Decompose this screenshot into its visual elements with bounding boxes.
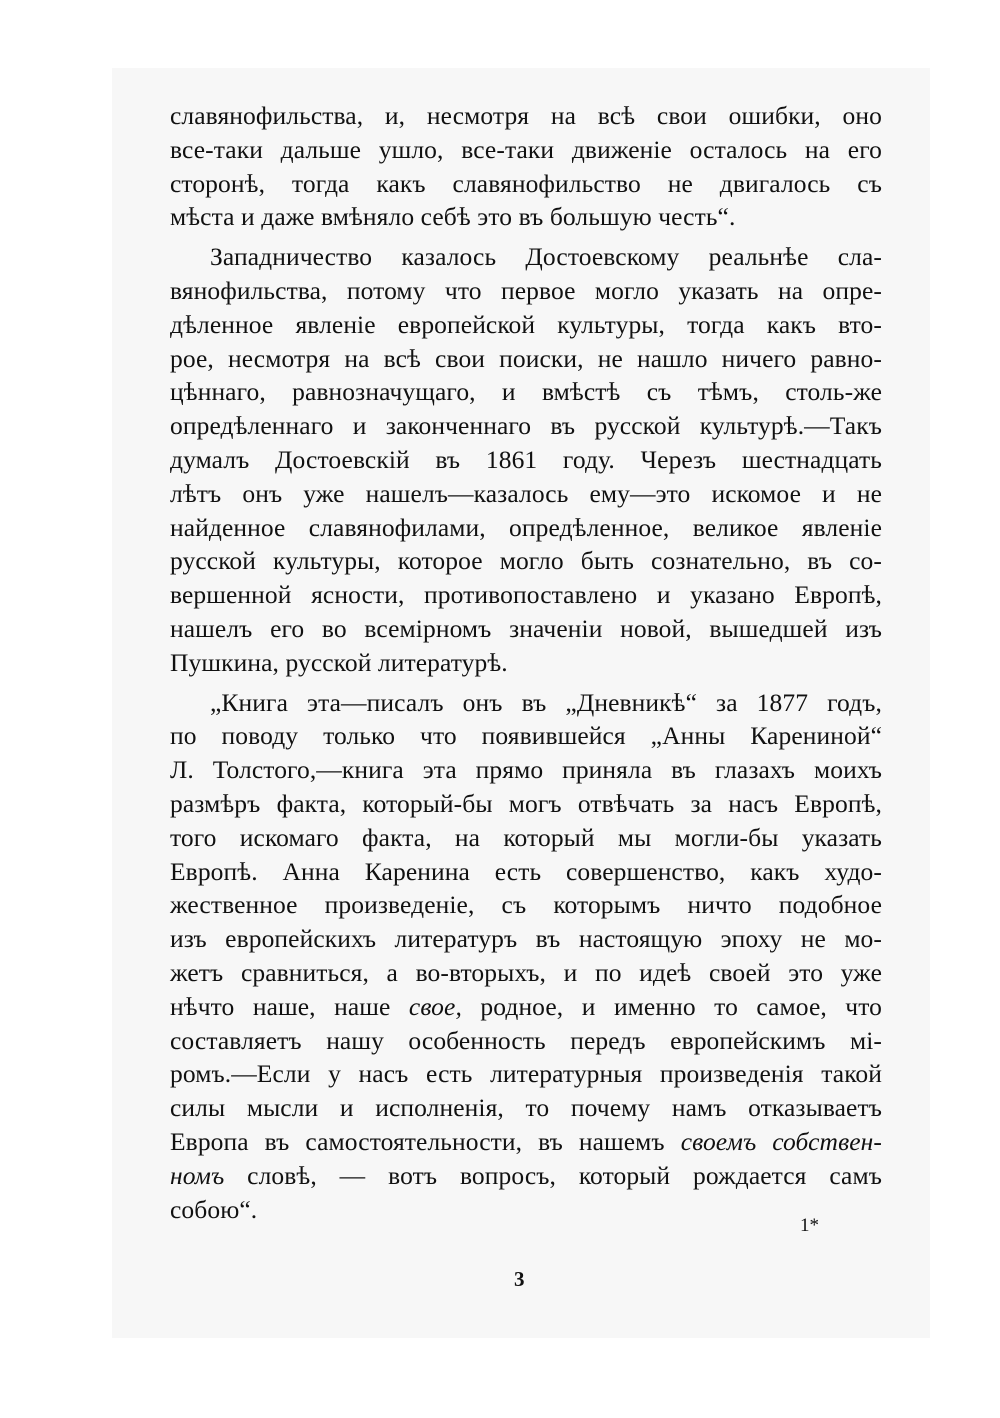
text-line: Западничество казалось Достоевскому реальнѣе сла- <box>210 242 882 272</box>
text-line: вершенной ясности, противопоставлено и указано Европѣ, <box>170 580 882 610</box>
text-line: Европѣ. Анна Каренина есть совершенство, какъ худо- <box>170 856 882 886</box>
text-line: славянофильства, и, несмотря на всѣ свои ошибки, оно <box>170 101 882 130</box>
text-line: думалъ Достоевскiй въ 1861 году. Черезъ шестнадцать <box>170 444 882 474</box>
text-line: дѣленное явленiе европейской культуры, тогда какъ вто- <box>170 309 882 339</box>
text-line: Л. Толстого,—книга эта прямо приняла въ глазахъ моихъ <box>170 755 882 785</box>
text-line: нашелъ его во всемiрномъ значенiи новой, вышедшей изъ <box>170 613 882 643</box>
text-line: „Книга эта—писалъ онъ въ „Дневникѣ“ за 1877 годъ, <box>210 687 882 717</box>
text-line: все-таки дальше ушло, все-таки движенiе осталось на его <box>170 134 882 164</box>
text-line: рое, несмотря на всѣ свои поиски, не нашло ничего равно- <box>170 343 882 373</box>
text-line: того искомаго факта, на который мы могли-бы указать <box>170 822 882 852</box>
text-run: родное, и именно то самое, что <box>461 991 882 1021</box>
text-line: русской культуры, которое могло быть сознательно, въ со- <box>170 546 882 576</box>
body-text <box>170 99 882 1226</box>
italic-text-run: своемъ собствен- <box>680 1126 882 1156</box>
text-line-with-italic <box>170 1125 882 1159</box>
text-line-with-italic <box>170 1159 882 1193</box>
text-line: собою“. <box>170 1194 258 1224</box>
text-line: мѣста и даже вмѣняло себѣ это въ большую честь“. <box>170 202 736 232</box>
text-line-with-italic <box>170 990 882 1024</box>
text-line: сторонѣ, тогда какъ славянофильство не двигалось съ <box>170 168 882 198</box>
text-line: ромъ.—Если у насъ есть литературныя произведенiя такой <box>170 1059 882 1089</box>
text-line: опредѣленнаго и законченнаго въ русской культурѣ.—Такъ <box>170 411 882 441</box>
text-line: составляетъ нашу особенность передъ европейскимъ мi- <box>170 1025 882 1055</box>
italic-text-run: номъ <box>170 1160 225 1190</box>
text-line: цѣннаго, равнозначущаго, и вмѣстѣ съ тѣмъ, столь-же <box>170 377 882 407</box>
text-line: размѣръ факта, который-бы могъ отвѣчать за насъ Европѣ, <box>170 788 882 818</box>
text-line: по поводу только что появившейся „Анны Карениной“ <box>170 721 882 751</box>
text-line: силы мысли и исполненiя, то почему намъ отказываетъ <box>170 1093 882 1123</box>
text-run: словѣ, — вотъ вопросъ, который рождается самъ <box>224 1160 882 1190</box>
text-line: изъ европейскихъ литературъ въ настоящую эпоху не мо- <box>170 924 882 954</box>
page-number: 3 <box>514 1267 525 1291</box>
text-line: вянофильства, потому что первое могло указать на опре- <box>170 275 882 305</box>
text-line: лѣтъ онъ уже нашелъ—казалось ему—это искомое и не <box>170 478 882 508</box>
text-line: Пушкина, русской литературѣ. <box>170 647 508 677</box>
text-run: нѣчто наше, наше <box>170 991 409 1021</box>
text-line: жественное произведенiе, съ которымъ ничто подобное <box>170 890 882 920</box>
signature-mark: 1* <box>800 1215 819 1236</box>
text-line: найденное славянофилами, опредѣленное, великое явленiе <box>170 512 882 542</box>
italic-text-run: свое, <box>408 991 462 1021</box>
text-run: Европа въ самостоятельности, въ нашемъ <box>170 1126 681 1156</box>
text-line: жетъ сравниться, а во-вторыхъ, и по идеѣ своей это уже <box>170 957 882 987</box>
